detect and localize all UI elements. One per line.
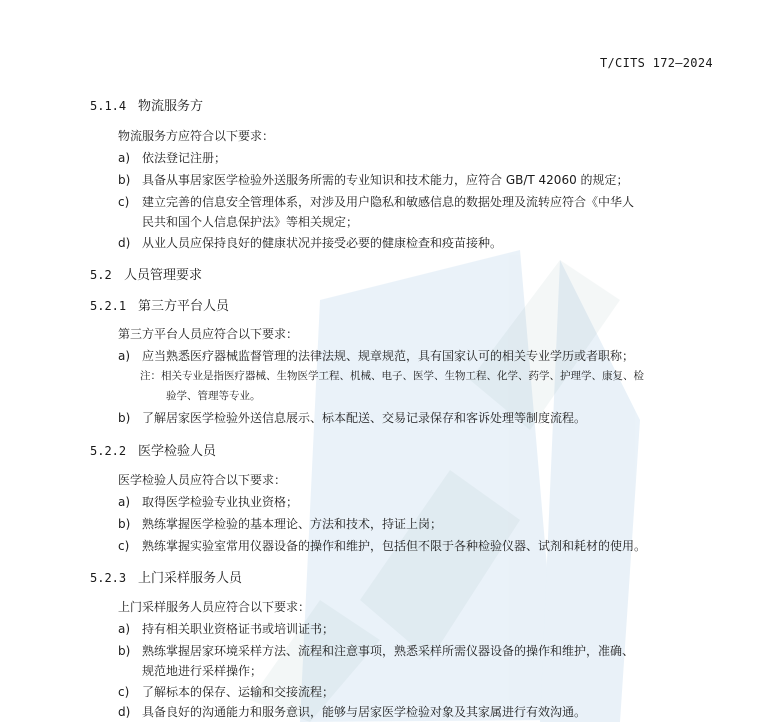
list-marker: a) bbox=[118, 151, 131, 165]
paragraph: 上门采样服务人员应符合以下要求： bbox=[118, 600, 311, 614]
list-marker: b) bbox=[118, 517, 131, 531]
list-text: 取得医学检验专业执业资格； bbox=[142, 495, 299, 509]
list-item bbox=[118, 347, 634, 364]
list-item bbox=[118, 537, 646, 554]
list-marker: b) bbox=[118, 411, 131, 425]
list-item bbox=[118, 493, 298, 510]
section-number: 5.2.3 bbox=[90, 571, 127, 585]
paragraph: 第三方平台人员应符合以下要求： bbox=[118, 327, 299, 341]
list-item bbox=[118, 515, 442, 532]
list-marker: b) bbox=[118, 173, 131, 187]
list-text: 具备从事居家医学检验外送服务所需的专业知识和技术能力，应符合 GB/T 42060 的规定； bbox=[142, 173, 629, 187]
note: 注：相关专业是指医疗器械、生物医学工程、机械、电子、医学、生物工程、化学、药学、护理学、康复、检 bbox=[140, 370, 644, 382]
list-text: 熟练掌握居家环境采样方法、流程和注意事项，熟悉采样所需仪器设备的操作和维护，准确、 bbox=[142, 644, 635, 658]
section-5-2-2-heading bbox=[90, 440, 216, 459]
list-item bbox=[118, 234, 502, 251]
list-marker: d) bbox=[118, 705, 131, 719]
section-number: 5.2 bbox=[90, 268, 112, 282]
section-5-2-heading bbox=[90, 264, 202, 283]
list-text: 熟练掌握医学检验的基本理论、方法和技术，持证上岗； bbox=[142, 517, 443, 531]
list-item bbox=[118, 149, 226, 166]
section-title: 上门采样服务人员 bbox=[138, 571, 243, 586]
section-number: 5.2.2 bbox=[90, 444, 127, 458]
section-title: 第三方平台人员 bbox=[138, 299, 230, 314]
list-text: 建立完善的信息安全管理体系，对涉及用户隐私和敏感信息的数据处理及流转应符合《中华人 bbox=[142, 195, 635, 209]
paragraph: 物流服务方应符合以下要求： bbox=[118, 129, 275, 143]
list-marker: a) bbox=[118, 349, 131, 363]
section-title: 物流服务方 bbox=[138, 99, 204, 114]
list-text: 具备良好的沟通能力和服务意识，能够与居家医学检验对象及其家属进行有效沟通。 bbox=[142, 705, 587, 719]
list-text: 持有相关职业资格证书或培训证书； bbox=[142, 622, 335, 636]
section-number: 5.2.1 bbox=[90, 299, 127, 313]
list-item bbox=[118, 193, 634, 210]
list-marker: a) bbox=[118, 622, 131, 636]
note-continuation: 验学、管理等专业。 bbox=[166, 390, 261, 402]
list-text: 了解标本的保存、运输和交接流程； bbox=[142, 685, 335, 699]
section-number: 5.1.4 bbox=[90, 99, 127, 113]
list-item bbox=[118, 642, 634, 659]
document-code: T/CITS 172—2024 bbox=[600, 56, 713, 70]
list-marker: a) bbox=[118, 495, 131, 509]
section-title: 人员管理要求 bbox=[124, 268, 203, 283]
list-text-continuation: 民共和国个人信息保护法》等相关规定； bbox=[142, 215, 359, 229]
list-text-continuation: 规范地进行采样操作； bbox=[142, 664, 263, 678]
list-text: 熟练掌握实验室常用仪器设备的操作和维护，包括但不限于各种检验仪器、试剂和耗材的使用。 bbox=[142, 539, 647, 553]
list-item bbox=[118, 171, 629, 188]
list-marker: c) bbox=[118, 685, 130, 699]
list-marker: c) bbox=[118, 195, 130, 209]
list-item bbox=[118, 620, 334, 637]
section-5-1-4-heading bbox=[90, 95, 203, 114]
list-item bbox=[118, 409, 586, 426]
list-item bbox=[118, 703, 586, 720]
list-marker: d) bbox=[118, 236, 131, 250]
paragraph: 医学检验人员应符合以下要求： bbox=[118, 473, 287, 487]
list-text: 了解居家医学检验外送信息展示、标本配送、交易记录保存和客诉处理等制度流程。 bbox=[142, 411, 587, 425]
list-marker: b) bbox=[118, 644, 131, 658]
list-text: 依法登记注册； bbox=[142, 151, 227, 165]
list-marker: c) bbox=[118, 539, 130, 553]
list-text: 应当熟悉医疗器械监督管理的法律法规、规章规范，具有国家认可的相关专业学历或者职称； bbox=[142, 349, 635, 363]
section-5-2-1-heading bbox=[90, 295, 229, 314]
section-title: 医学检验人员 bbox=[138, 444, 217, 459]
list-text: 从业人员应保持良好的健康状况并接受必要的健康检查和疫苗接种。 bbox=[142, 236, 503, 250]
list-item bbox=[118, 683, 334, 700]
section-5-2-3-heading bbox=[90, 567, 242, 586]
